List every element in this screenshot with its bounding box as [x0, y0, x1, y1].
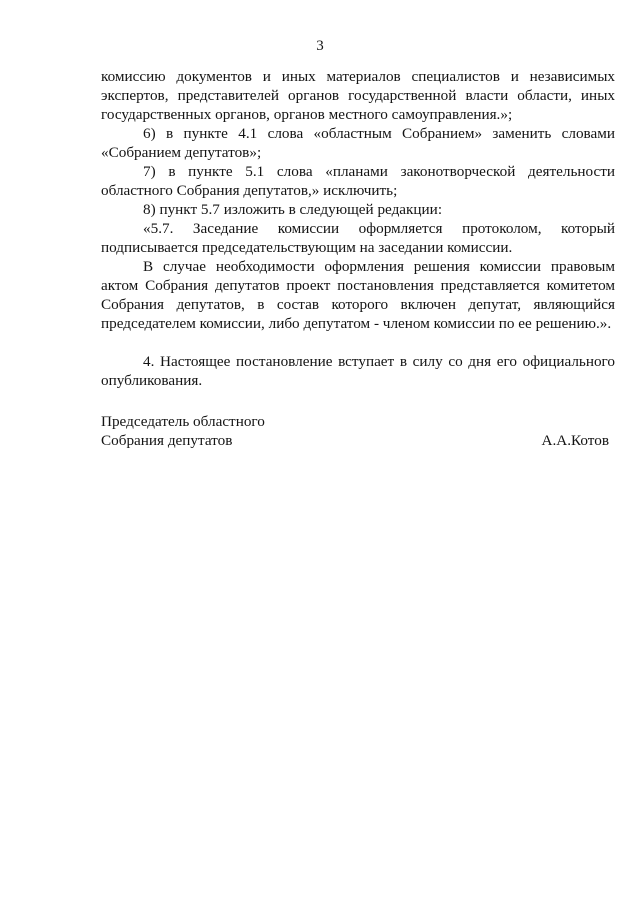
paragraph-item-7: 7) в пункте 5.1 слова «планами законотворческой деятельности областного Собрания депутатов,» исключить; — [101, 163, 615, 199]
signature-block — [101, 412, 615, 450]
paragraph-clause-5-7-continued: В случае необходимости оформления решения комиссии правовым актом Собрания депутатов проект постановления представляется комитетом Собрания депутатов, в состав которого включен депутат, являющийся председателем комиссии, либо депутатом - членом комиссии по ее решению.». — [101, 258, 615, 332]
paragraph-item-4-effective: 4. Настоящее постановление вступает в силу со дня его официального опубликования. — [101, 353, 615, 389]
paragraph-item-6: 6) в пункте 4.1 слова «областным Собранием» заменить словами «Собранием депутатов»; — [101, 125, 615, 161]
signature-role-line-1: Председатель областного — [101, 413, 265, 430]
page-number: 3 — [316, 38, 324, 54]
signature-role-line-2: Собрания депутатов — [101, 432, 233, 449]
paragraph-clause-5-7: «5.7. Заседание комиссии оформляется протоколом, который подписывается председательствующим на заседании комиссии. — [101, 220, 615, 256]
document-body — [101, 67, 615, 390]
paragraph-item-8: 8) пункт 5.7 изложить в следующей редакции: — [143, 201, 443, 218]
signature-name: А.А.Котов — [541, 432, 609, 449]
paragraph-continuation: комиссию документов и иных материалов специалистов и независимых экспертов, представителей органов государственной власти области, иных государственных органов, органов местного самоуправления.»; — [101, 68, 615, 123]
